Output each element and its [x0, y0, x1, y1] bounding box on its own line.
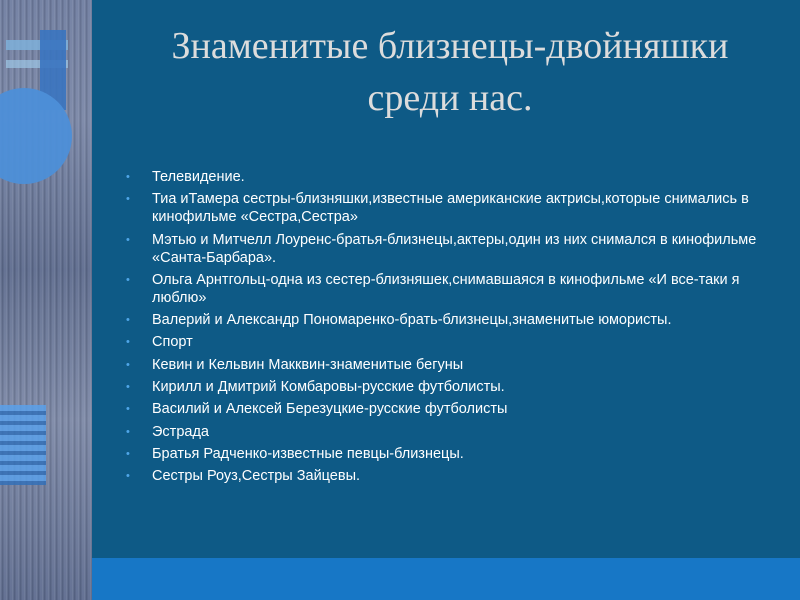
- bullet-item: [126, 423, 786, 441]
- bullet-item: [126, 311, 786, 329]
- bullet-text: Тиа иТамера сестры-близняшки,известные американские актрисы,которые снимались в кинофильме «Сестра,Сестра»: [152, 191, 749, 226]
- bullet-text: Эстрада: [152, 423, 209, 440]
- decorative-side-strip: [0, 0, 92, 600]
- bullet-text: Братья Радченко-известные певцы-близнецы.: [152, 445, 464, 462]
- bullet-item: [126, 168, 786, 186]
- bullet-dot-icon: •: [126, 381, 130, 394]
- bullet-item: [126, 378, 786, 396]
- bullet-item: [126, 333, 786, 351]
- bullet-text: Телевидение.: [152, 169, 245, 185]
- bullet-text: Валерий и Александр Пономаренко-брать-близнецы,знаменитые юмористы.: [152, 312, 672, 329]
- bullet-dot-icon: •: [126, 273, 130, 286]
- bullet-text: Спорт: [152, 334, 193, 351]
- bullet-item: [126, 400, 786, 418]
- bullet-dot-icon: •: [126, 193, 130, 206]
- bullet-text: Кевин и Кельвин Макквин-знаменитые бегуны: [152, 356, 464, 373]
- slide-title: [100, 20, 800, 124]
- bullet-dot-icon: •: [126, 425, 130, 438]
- bullet-dot-icon: •: [126, 447, 130, 460]
- bullet-item: [126, 356, 786, 374]
- bullet-dot-icon: •: [126, 336, 130, 349]
- bullet-dot-icon: •: [126, 470, 130, 483]
- decorative-stripes: [0, 405, 46, 485]
- bullet-dot-icon: •: [126, 171, 130, 183]
- bullet-text: Ольга Арнтгольц-одна из сестер-близняшек,снимавшаяся в кинофильме «И все-таки я люблю»: [152, 271, 740, 306]
- title-line-1: Знаменитые близнецы-двойняшки: [171, 25, 729, 67]
- title-line-2: среди нас.: [367, 77, 533, 119]
- bullet-dot-icon: •: [126, 358, 130, 371]
- bullet-dot-icon: •: [126, 233, 130, 246]
- bullet-item: [126, 467, 786, 485]
- bullet-text: Мэтью и Митчелл Лоуренс-братья-близнецы,актеры,один из них снимался в кинофильме «Санта-Барбара».: [152, 231, 757, 266]
- bullet-item: [126, 271, 786, 307]
- bullet-dot-icon: •: [126, 314, 130, 327]
- bullet-item: [126, 190, 786, 226]
- bullet-text: Василий и Алексей Березуцкие-русские футболисты: [152, 401, 508, 418]
- bullet-text: Кирилл и Дмитрий Комбаровы-русские футболисты.: [152, 379, 505, 396]
- decorative-bottom-bar: [92, 558, 800, 600]
- bullet-item: [126, 445, 786, 463]
- bullet-dot-icon: •: [126, 403, 130, 416]
- bullet-text: Сестры Роуз,Сестры Зайцевы.: [152, 468, 361, 485]
- bullet-item: [126, 231, 786, 267]
- bullet-list: [126, 168, 786, 490]
